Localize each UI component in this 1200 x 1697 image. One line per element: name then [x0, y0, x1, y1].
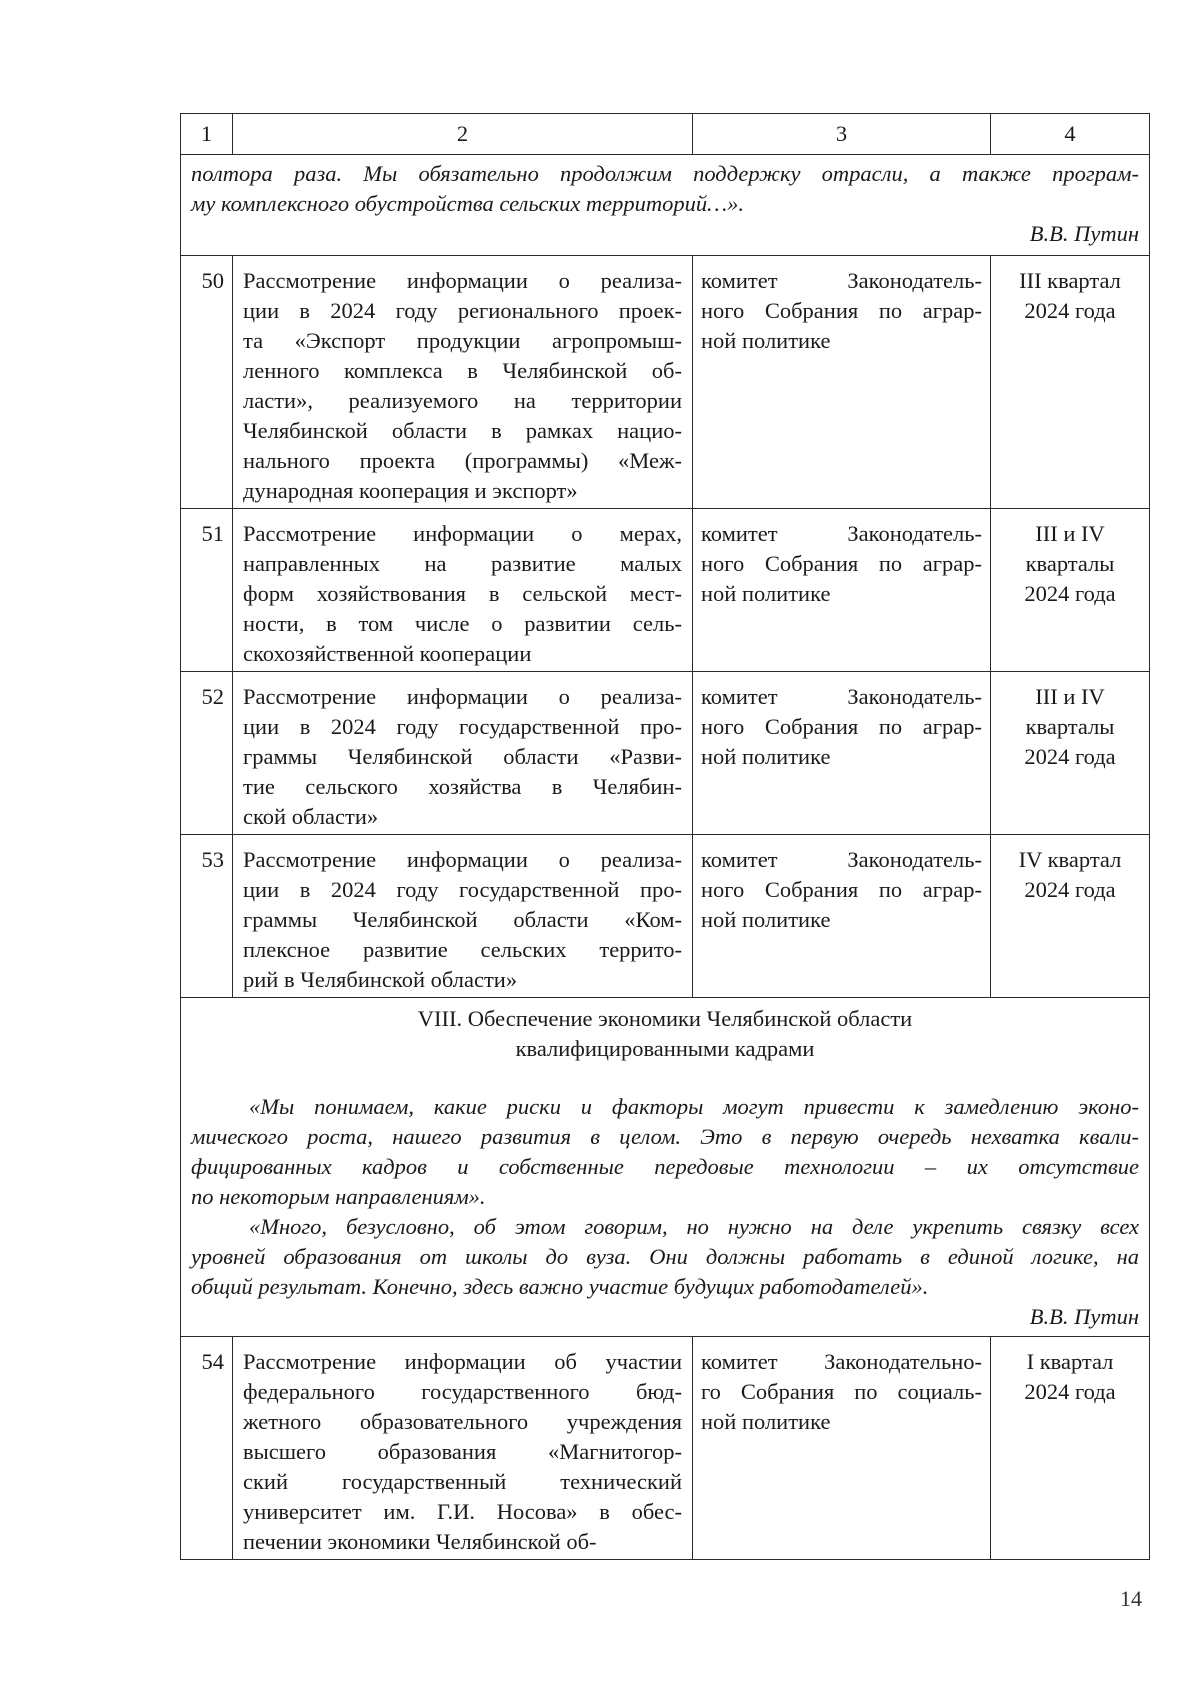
- responsible-line: ной политике: [701, 581, 831, 606]
- section-quote-line: мического роста, нашего развития в целом. Это в первую очередь нехватка квали-: [191, 1124, 1139, 1149]
- header-col-3: 3: [693, 114, 991, 155]
- responsible-line: ного Собрания по аграр-: [701, 551, 982, 576]
- description-line: жетного образовательного учреждения: [243, 1409, 682, 1434]
- description-line: Рассмотрение информации о реализа-: [243, 268, 682, 293]
- responsible-line: комитет Законодатель-: [701, 268, 982, 293]
- description-line: ции в 2024 году государственной про-: [243, 714, 682, 739]
- row-period: [991, 835, 1150, 998]
- section-title-line: VIII. Обеспечение экономики Челябинской области: [417, 1006, 913, 1031]
- header-col-4: 4: [991, 114, 1150, 155]
- description-line: Рассмотрение информации о реализа-: [243, 684, 682, 709]
- section-quote-line: «Много, безусловно, об этом говорим, но нужно на деле укрепить связку всех: [249, 1214, 1139, 1239]
- row-period: [991, 256, 1150, 509]
- responsible-line: комитет Законодатель-: [701, 684, 982, 709]
- quote-top-line: му комплексного обустройства сельских территорий…».: [191, 191, 745, 216]
- description-line: дународная кооперация и экспорт»: [243, 478, 578, 503]
- description-line: граммы Челябинской области «Ком-: [243, 907, 682, 932]
- section-quote-line: общий результат. Конечно, здесь важно участие будущих работодателей».: [191, 1274, 929, 1299]
- description-line: рий в Челябинской области»: [243, 967, 518, 992]
- description-line: печении экономики Челябинской об-: [243, 1529, 597, 1554]
- table-row: [181, 509, 1150, 672]
- quote-top-cell: [181, 155, 1150, 256]
- period-line: III и IV: [1035, 684, 1105, 709]
- section-cell: [181, 998, 1150, 1337]
- responsible-line: комитет Законодатель-: [701, 521, 982, 546]
- row-period: [991, 672, 1150, 835]
- table-row: [181, 256, 1150, 509]
- table-row: [181, 1337, 1150, 1560]
- row-number: 54: [181, 1337, 233, 1560]
- row-description: [233, 256, 693, 509]
- section-quote-line: по некоторым направлениям».: [191, 1184, 486, 1209]
- description-line: ленного комплекса в Челябинской об-: [243, 358, 682, 383]
- row-number: 51: [181, 509, 233, 672]
- row-period: [991, 509, 1150, 672]
- description-line: та «Экспорт продукции агропромыш-: [243, 328, 682, 353]
- description-line: Рассмотрение информации о мерах,: [243, 521, 682, 546]
- description-line: Рассмотрение информации о реализа-: [243, 847, 682, 872]
- responsible-line: комитет Законодатель-: [701, 847, 982, 872]
- page-number: 14: [1120, 1586, 1142, 1611]
- row-number: 52: [181, 672, 233, 835]
- description-line: федерального государственного бюд-: [243, 1379, 682, 1404]
- description-line: скохозяйственной кооперации: [243, 641, 532, 666]
- row-description: [233, 672, 693, 835]
- description-line: ский государственный технический: [243, 1469, 682, 1494]
- description-line: высшего образования «Магнитогор-: [243, 1439, 682, 1464]
- table-header-row: [181, 114, 1150, 155]
- period-line: 2024 года: [1024, 877, 1116, 902]
- period-line: IV квартал: [1018, 847, 1122, 872]
- section-quote-line: «Мы понимаем, какие риски и факторы могут привести к замедлению эконо-: [249, 1094, 1139, 1119]
- section-quote-line: фицированных кадров и собственные передовые технологии – их отсутствие: [191, 1154, 1139, 1179]
- description-line: направленных на развитие малых: [243, 551, 682, 576]
- section-title-line: квалифицированными кадрами: [515, 1036, 815, 1061]
- section-row: [181, 998, 1150, 1337]
- period-line: III и IV: [1035, 521, 1105, 546]
- header-col-2: 2: [233, 114, 693, 155]
- description-line: Рассмотрение информации об участии: [243, 1349, 682, 1374]
- responsible-line: ного Собрания по аграр-: [701, 298, 982, 323]
- period-line: I квартал: [1026, 1349, 1114, 1374]
- section-quote-author: В.В. Путин: [1029, 1304, 1139, 1329]
- row-responsible: [693, 256, 991, 509]
- section-quote-line: уровней образования от школы до вуза. Они должны работать в единой логике, на: [191, 1244, 1139, 1269]
- plan-table: [180, 113, 1150, 1560]
- description-line: плексное развитие сельских террито-: [243, 937, 682, 962]
- row-description: [233, 835, 693, 998]
- description-line: граммы Челябинской области «Разви-: [243, 744, 682, 769]
- responsible-line: комитет Законодательно-: [701, 1349, 982, 1374]
- responsible-line: ной политике: [701, 744, 831, 769]
- description-line: ции в 2024 году государственной про-: [243, 877, 682, 902]
- row-responsible: [693, 672, 991, 835]
- row-responsible: [693, 835, 991, 998]
- description-line: Челябинской области в рамках нацио-: [243, 418, 682, 443]
- period-line: 2024 года: [1024, 1379, 1116, 1404]
- quote-top-line: полтора раза. Мы обязательно продолжим поддержку отрасли, а также програм-: [191, 161, 1139, 186]
- row-responsible: [693, 509, 991, 672]
- row-period: [991, 1337, 1150, 1560]
- period-line: 2024 года: [1024, 744, 1116, 769]
- quote-top-row: [181, 155, 1150, 256]
- description-line: тие сельского хозяйства в Челябин-: [243, 774, 682, 799]
- period-line: кварталы: [1025, 551, 1115, 576]
- row-number: 53: [181, 835, 233, 998]
- description-line: ции в 2024 году регионального проек-: [243, 298, 682, 323]
- responsible-line: ной политике: [701, 328, 831, 353]
- description-line: университет им. Г.И. Носова» в обес-: [243, 1499, 682, 1524]
- responsible-line: ной политике: [701, 907, 831, 932]
- period-line: III квартал: [1019, 268, 1121, 293]
- row-description: [233, 509, 693, 672]
- responsible-line: го Собрания по социаль-: [701, 1379, 982, 1404]
- description-line: ской области»: [243, 804, 379, 829]
- responsible-line: ного Собрания по аграр-: [701, 877, 982, 902]
- responsible-line: ного Собрания по аграр-: [701, 714, 982, 739]
- row-responsible: [693, 1337, 991, 1560]
- table-row: [181, 672, 1150, 835]
- period-line: кварталы: [1025, 714, 1115, 739]
- quote-top-author: В.В. Путин: [1029, 221, 1139, 246]
- description-line: нального проекта (программы) «Меж-: [243, 448, 682, 473]
- table-row: [181, 835, 1150, 998]
- row-number: 50: [181, 256, 233, 509]
- period-line: 2024 года: [1024, 298, 1116, 323]
- description-line: ласти», реализуемого на территории: [243, 388, 682, 413]
- responsible-line: ной политике: [701, 1409, 831, 1434]
- description-line: форм хозяйствования в сельской мест-: [243, 581, 682, 606]
- row-description: [233, 1337, 693, 1560]
- header-col-1: 1: [181, 114, 233, 155]
- description-line: ности, в том числе о развитии сель-: [243, 611, 682, 636]
- period-line: 2024 года: [1024, 581, 1116, 606]
